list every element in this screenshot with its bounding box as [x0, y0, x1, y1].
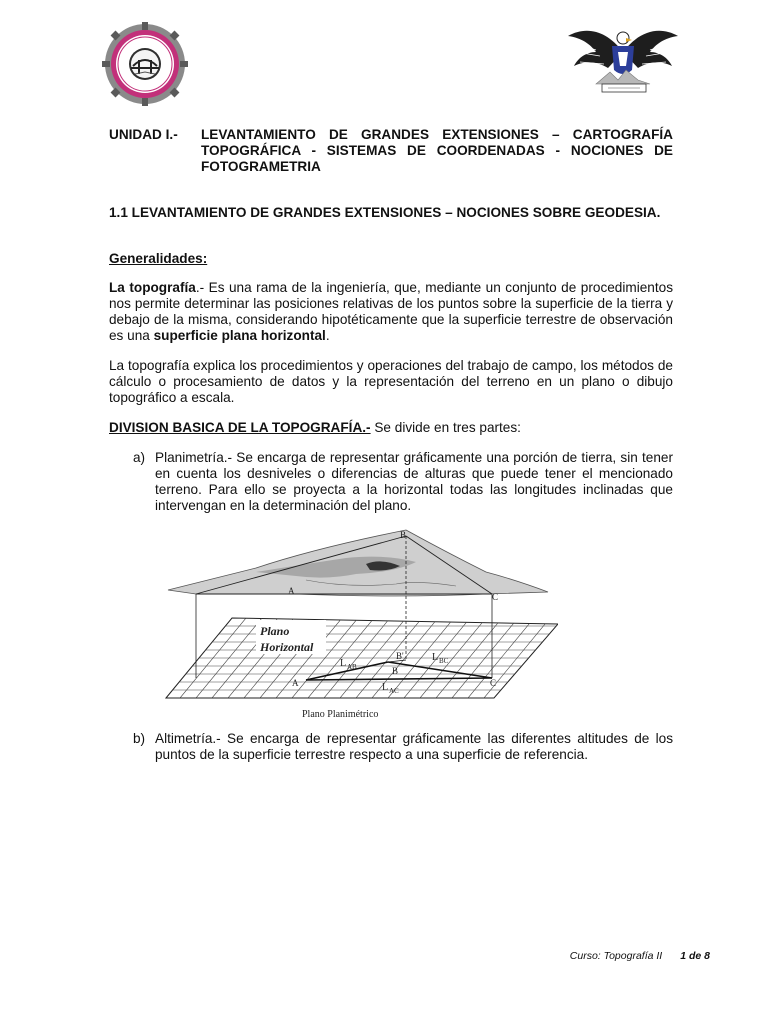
superficie-plana-term: superficie plana horizontal	[153, 328, 326, 343]
plane-label-line-1: Plano	[260, 624, 290, 638]
division-text: Se divide en tres partes:	[370, 420, 521, 435]
planimetric-plane-figure	[156, 528, 558, 724]
plane-label-line-2: Horizontal	[260, 640, 314, 654]
unit-title: LEVANTAMIENTO DE GRANDES EXTENSIONES – CARTOGRAFÍA TOPOGRÁFICA - SISTEMAS DE COORDENADAS - NOCIONES DE FOTOGRAMETRIA	[201, 127, 673, 174]
point-label-top-b: B	[400, 530, 407, 540]
point-label-lower-c: C	[490, 678, 497, 688]
point-label-upper-c: C	[492, 592, 499, 602]
figure-caption: Plano Planimétrico	[302, 709, 379, 720]
eagle-emblem-icon	[566, 22, 680, 102]
division-title: DIVISION BASICA DE LA TOPOGRAFÍA.-	[109, 420, 371, 435]
list-item-text: Altimetría.- Se encarga de representar gráficamente las diferentes altitudes de los puntos de la superficie terrestre respecto a una superficie de referencia.	[155, 731, 673, 762]
page-footer	[570, 950, 710, 962]
point-label-lower-b: B	[392, 666, 399, 676]
segment-label-ac: L	[382, 682, 389, 693]
point-label-lower-a: A	[292, 678, 299, 688]
division-paragraph	[109, 420, 673, 436]
topografia-definition-text: .- Es una rama de la ingeniería, que, mediante un conjunto de procedimientos nos permite determinar las posiciones relativas de los puntos sobre la superficie de la tierra y debajo de la misma, considerando hipotéticamente que la superficie terrestre de observación es una	[109, 280, 673, 343]
point-label-upper-a: A	[288, 586, 295, 596]
list-marker: b)	[133, 731, 146, 746]
list-marker: a)	[133, 450, 146, 465]
topografia-explanation-paragraph: La topografía explica los procedimientos y operaciones del trabajo de campo, los métodos de cálculo o procesamiento de datos y la representación del terreno en un plano o dibujo topográfico a escala.	[109, 358, 673, 405]
list-item-text: Planimetría.- Se encarga de representar gráficamente una porción de tierra, sin tener en cuenta los desniveles o diferencias de alturas que puede tener el mencionado terreno. Para ello se proyecta a la horizontal todas las longitudes inclinadas que intervengan en la determinación del plano.	[155, 450, 673, 513]
segment-label-ac-sub: AC	[389, 687, 399, 695]
course-name: Curso: Topografía II	[569, 950, 663, 962]
segment-label-ab-sub: AB	[347, 663, 357, 671]
segment-label-ab: L	[340, 658, 347, 669]
unit-label: UNIDAD I.-	[109, 127, 178, 142]
section-title: 1.1 LEVANTAMIENTO DE GRANDES EXTENSIONES – NOCIONES SOBRE GEODESIA.	[109, 205, 661, 220]
segment-label-bc: L	[432, 652, 439, 663]
topografia-term: La topografía	[109, 280, 196, 295]
page-number: 1 de 8	[680, 950, 710, 962]
paragraph-end: .	[325, 328, 330, 343]
point-label-b-prime: B'	[396, 651, 404, 661]
segment-label-bc-sub: BC	[439, 657, 449, 665]
topografia-definition-paragraph	[109, 280, 673, 344]
generalidades-heading: Generalidades:	[109, 251, 208, 266]
institution-seal-icon	[102, 22, 188, 106]
